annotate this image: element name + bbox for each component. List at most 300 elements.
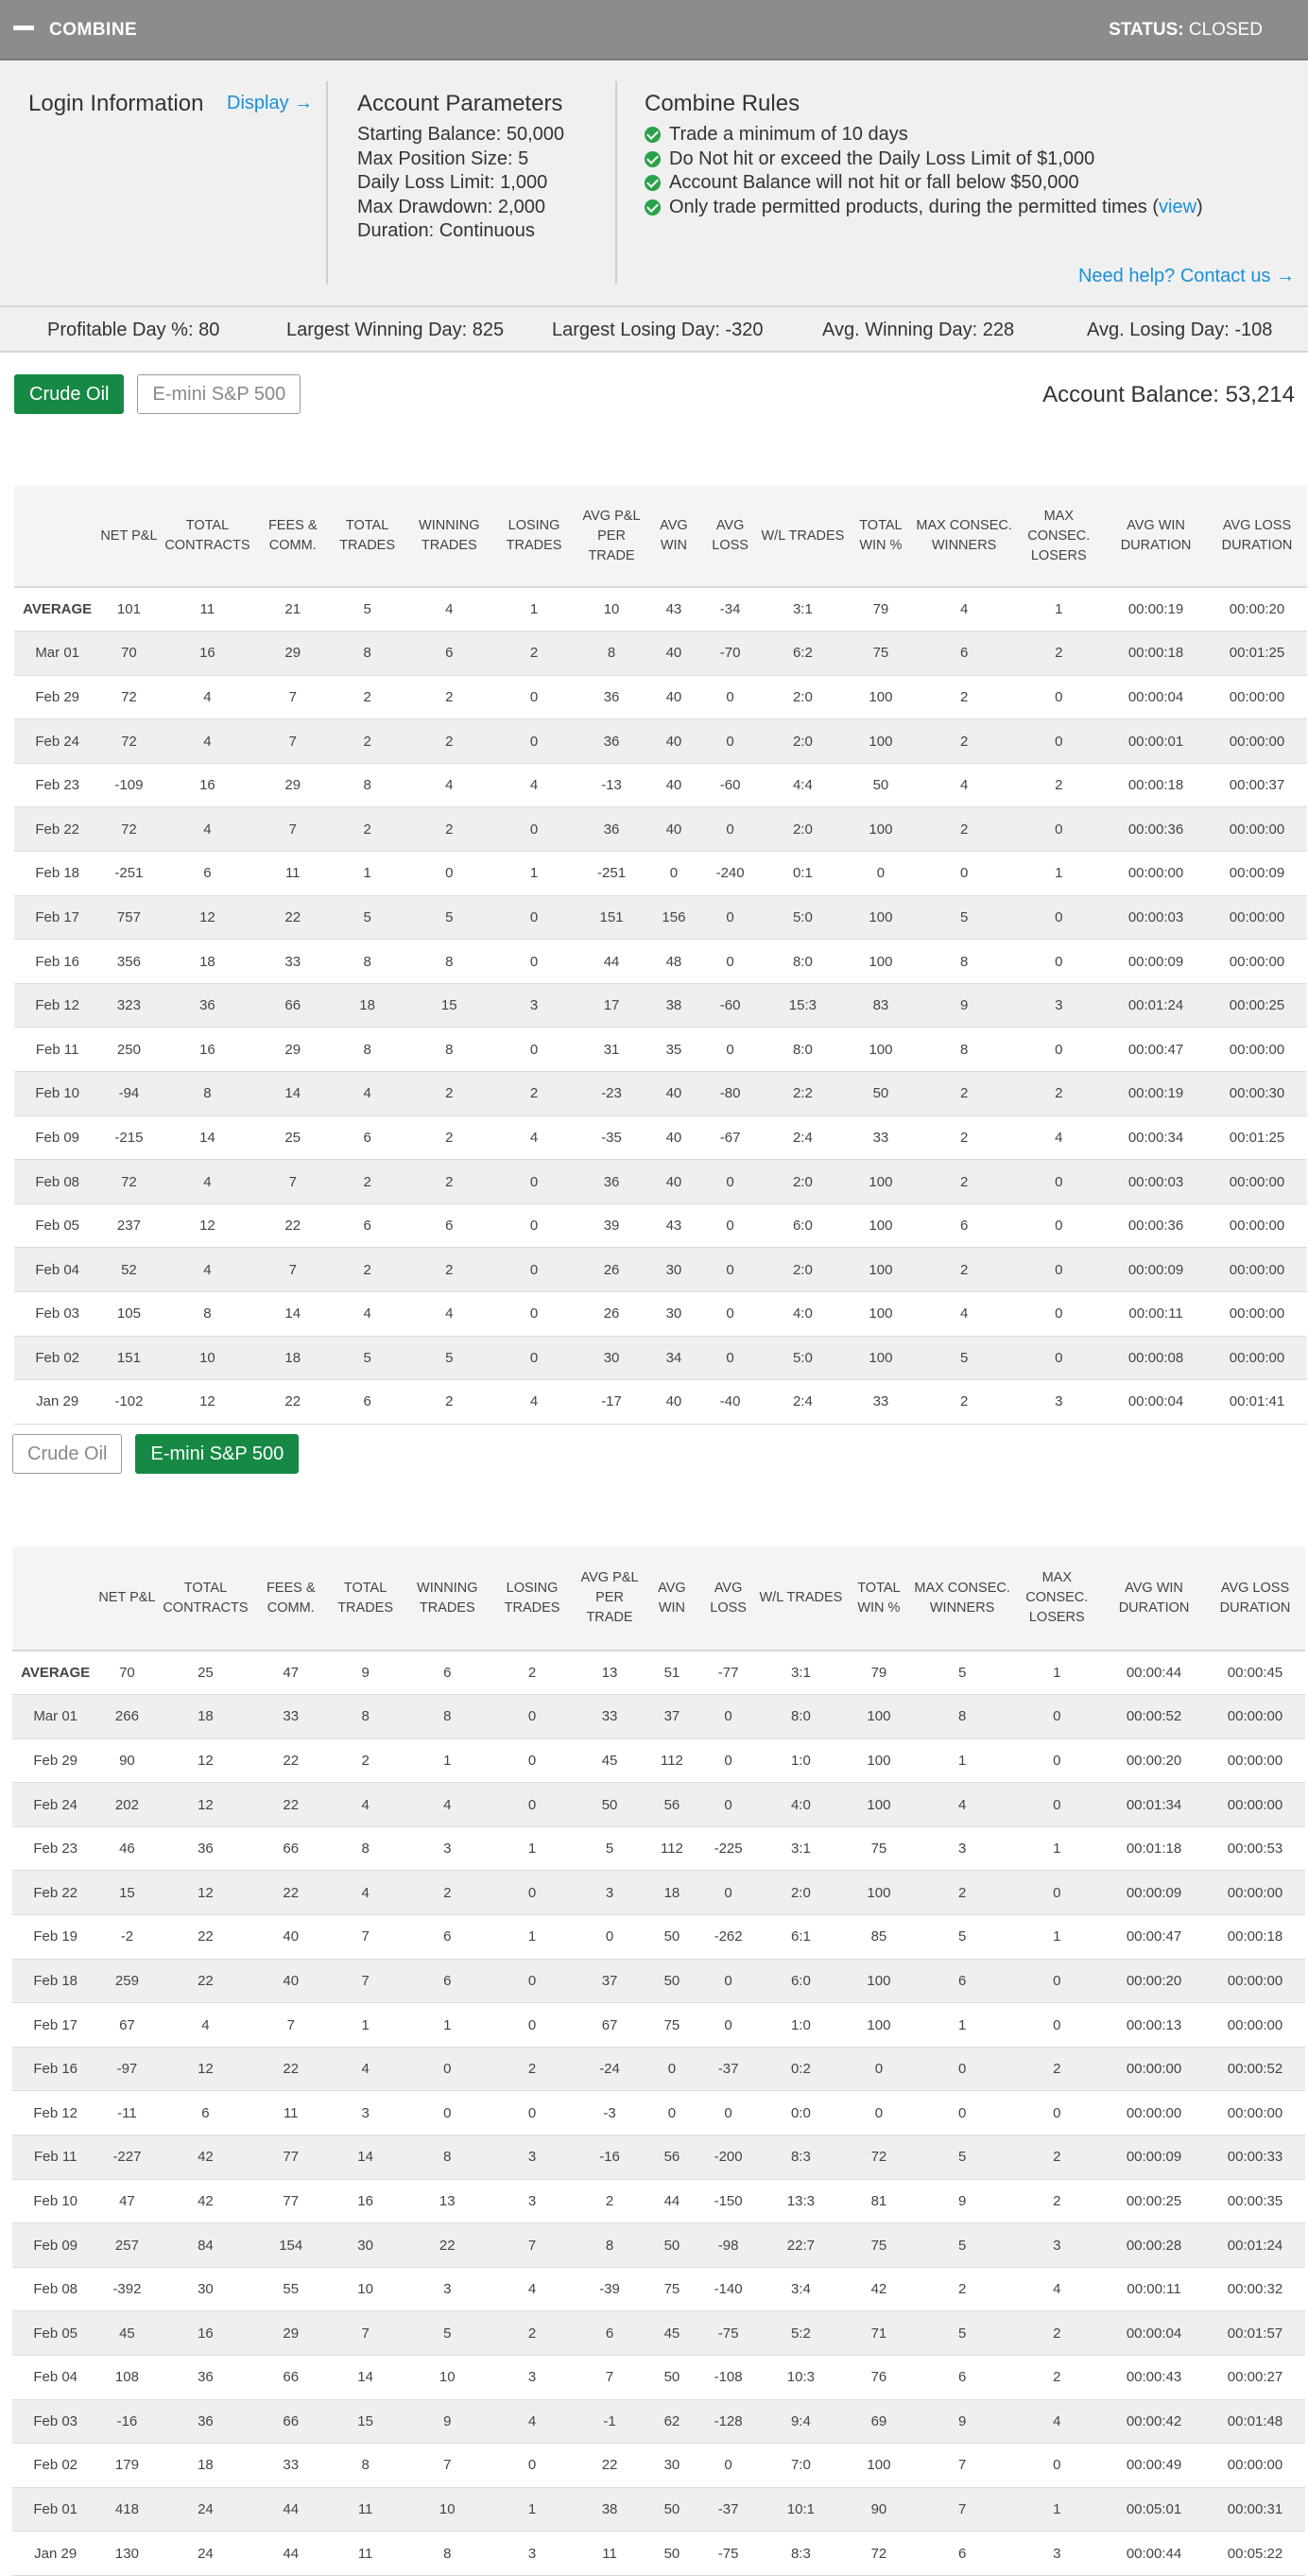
row-date: Jan 29: [12, 2532, 98, 2576]
table-cell: 8: [404, 2135, 490, 2180]
column-header: TOTAL CONTRACTS: [156, 1547, 256, 1651]
table-cell: 4: [916, 587, 1013, 631]
combine-header[interactable]: [0, 0, 1308, 61]
table-cell: 0: [490, 1738, 574, 1783]
table-cell: 0: [490, 2444, 574, 2488]
table-cell: -251: [100, 852, 157, 896]
table-cell: 6: [328, 1203, 406, 1248]
stat-avg-winning-day: Avg. Winning Day: 228: [822, 320, 1015, 340]
param-max-position: Max Position Size: 5: [357, 147, 529, 169]
stat-avg-losing-day: Avg. Losing Day: -108: [1087, 320, 1273, 340]
table-cell: 29: [255, 2311, 326, 2356]
table-cell: 00:01:48: [1205, 2399, 1305, 2444]
table-cell: 00:00:00: [1205, 2003, 1305, 2048]
table-cell: 2: [326, 1738, 404, 1783]
table-cell: 0: [914, 2091, 1011, 2135]
table-cell: 0: [491, 719, 576, 764]
table-cell: 36: [577, 675, 647, 719]
table-cell: 16: [156, 2311, 256, 2356]
table-cell: 00:00:31: [1205, 2487, 1305, 2532]
table-cell: 4: [914, 1783, 1011, 1827]
row-date: Feb 22: [14, 807, 100, 852]
table-cell: 47: [98, 2179, 155, 2223]
table-cell: 00:00:11: [1105, 1292, 1207, 1337]
table-cell: 0: [491, 1292, 576, 1337]
table-cell: 00:00:37: [1207, 763, 1307, 807]
table-cell: 33: [846, 1380, 916, 1425]
table-cell: -2: [98, 1915, 155, 1960]
table-cell: 77: [255, 2179, 326, 2223]
table-cell: 00:00:09: [1103, 2135, 1205, 2180]
table-cell: 2: [404, 1871, 490, 1915]
table-cell: 75: [645, 2003, 698, 2048]
table-cell: 0: [698, 1871, 757, 1915]
table-cell: 00:05:01: [1103, 2487, 1205, 2532]
table-row: [12, 2532, 1305, 2576]
table-cell: 1: [914, 2003, 1011, 2048]
table-cell: 34: [646, 1336, 700, 1380]
table-cell: 48: [646, 940, 700, 984]
table-cell: 00:00:00: [1207, 1203, 1307, 1248]
table-row: [14, 1115, 1307, 1160]
param-duration: Duration: Continuous: [357, 220, 535, 241]
table-cell: 00:00:04: [1105, 675, 1207, 719]
table-cell: 1: [1011, 1826, 1104, 1871]
table-cell: 00:01:34: [1103, 1783, 1205, 1827]
table-cell: 00:00:20: [1207, 587, 1307, 631]
table-cell: -3: [575, 2091, 645, 2135]
table-cell: -37: [698, 2047, 757, 2091]
table-cell: 00:00:52: [1205, 2047, 1305, 2091]
table-cell: 2:0: [760, 719, 846, 764]
table-row: [12, 2047, 1305, 2091]
table-cell: 00:00:00: [1105, 852, 1207, 896]
table-cell: 11: [326, 2532, 404, 2576]
table-cell: 50: [645, 2223, 698, 2268]
table-cell: 00:00:00: [1103, 2047, 1205, 2091]
table-cell: 12: [156, 1738, 256, 1783]
table-cell: 100: [844, 1871, 914, 1915]
table-cell: 66: [255, 2356, 326, 2400]
table-cell: 40: [255, 1915, 326, 1960]
table-cell: 5: [914, 2135, 1011, 2180]
table-cell: 10:1: [758, 2487, 844, 2532]
table-row: [12, 1826, 1305, 1871]
table-cell: 24: [156, 2532, 256, 2576]
table-cell: 72: [100, 807, 157, 852]
table-cell: 11: [257, 852, 328, 896]
table-cell: 69: [844, 2399, 914, 2444]
table-cell: 2: [1013, 1072, 1106, 1116]
table-cell: 8: [328, 631, 406, 676]
table-cell: 8: [916, 1028, 1013, 1072]
table-cell: 75: [844, 1826, 914, 1871]
table-cell: -70: [700, 631, 759, 676]
row-date: Feb 04: [12, 2356, 98, 2400]
column-header: FEES & COMM.: [257, 486, 328, 587]
tab-crude-oil[interactable]: Crude Oil: [14, 374, 124, 414]
param-starting-balance: Starting Balance: 50,000: [357, 124, 565, 145]
table-cell: 8: [328, 1028, 406, 1072]
table-cell: 100: [846, 719, 916, 764]
table-cell: 00:00:20: [1103, 1959, 1205, 2003]
table-cell: 50: [846, 1072, 916, 1116]
table-cell: 0: [491, 895, 576, 940]
row-date: Feb 29: [14, 675, 100, 719]
table-cell: 22: [156, 1915, 256, 1960]
table-cell: 7:0: [758, 2444, 844, 2488]
table-cell: 6: [406, 631, 491, 676]
table-cell: 18: [257, 1336, 328, 1380]
table-cell: 6:0: [758, 1959, 844, 2003]
table-cell: 0: [575, 1915, 645, 1960]
table-cell: 36: [156, 2399, 256, 2444]
table-cell: 00:00:36: [1105, 807, 1207, 852]
check-circle-icon: [645, 127, 661, 143]
table-cell: -77: [698, 1651, 757, 1695]
table-cell: 15: [406, 983, 491, 1028]
table-cell: -150: [698, 2179, 757, 2223]
product-tabs: [14, 374, 301, 414]
table-cell: 0: [1013, 807, 1106, 852]
table-cell: 70: [100, 631, 157, 676]
table-cell: 4: [406, 763, 491, 807]
table-cell: 13:3: [758, 2179, 844, 2223]
row-date: Feb 10: [14, 1072, 100, 1116]
table-cell: 0: [1013, 940, 1106, 984]
table-cell: 8: [404, 1695, 490, 1739]
table-cell: -80: [700, 1072, 759, 1116]
row-date: AVERAGE: [14, 587, 100, 631]
table-cell: 0: [1011, 2003, 1104, 2048]
table-cell: 0: [844, 2047, 914, 2091]
table-cell: 0: [404, 2047, 490, 2091]
table-cell: 4: [158, 807, 258, 852]
table-cell: 00:00:00: [1207, 895, 1307, 940]
row-date: Feb 05: [14, 1203, 100, 1248]
table-row: [14, 1292, 1307, 1337]
table-cell: 0: [1013, 1160, 1106, 1204]
table-cell: 2: [328, 719, 406, 764]
table-cell: 7: [326, 1915, 404, 1960]
table-cell: 0: [1011, 2091, 1104, 2135]
table-cell: 100: [846, 675, 916, 719]
table-cell: 0: [406, 852, 491, 896]
tab-crude-oil[interactable]: Crude Oil: [12, 1434, 122, 1474]
table-cell: 44: [577, 940, 647, 984]
table-cell: 16: [326, 2179, 404, 2223]
tab-emini-sp500[interactable]: E-mini S&P 500: [137, 374, 301, 414]
table-cell: 10: [404, 2356, 490, 2400]
table-cell: 0: [698, 1959, 757, 2003]
table-cell: 00:00:18: [1105, 631, 1207, 676]
table-cell: 00:00:00: [1207, 1292, 1307, 1337]
table-cell: 44: [645, 2179, 698, 2223]
table-cell: 100: [844, 1695, 914, 1739]
table-cell: 00:00:20: [1103, 1738, 1205, 1783]
table-cell: 22: [255, 1783, 326, 1827]
column-header: AVG WIN: [645, 1547, 698, 1651]
column-header: MAX CONSEC. WINNERS: [916, 486, 1013, 587]
combine-rules: [645, 91, 1203, 219]
table-cell: 1:0: [758, 1738, 844, 1783]
table-cell: 7: [255, 2003, 326, 2048]
table-row: [12, 1783, 1305, 1827]
table-cell: 79: [844, 1651, 914, 1695]
status-indicator: [1109, 20, 1263, 41]
table-cell: 0: [490, 2091, 574, 2135]
table-cell: 45: [645, 2311, 698, 2356]
table-cell: 36: [577, 719, 647, 764]
table-cell: 30: [156, 2267, 256, 2311]
table-cell: 7: [257, 807, 328, 852]
table-cell: 40: [646, 1072, 700, 1116]
table-cell: -67: [700, 1115, 759, 1160]
table-cell: 100: [844, 1738, 914, 1783]
table-cell: 00:00:11: [1103, 2267, 1205, 2311]
table-cell: 29: [257, 631, 328, 676]
table-cell: 00:00:33: [1205, 2135, 1305, 2180]
table-cell: 2: [1011, 2179, 1104, 2223]
table-cell: 2: [328, 675, 406, 719]
product-tabs: [12, 1434, 299, 1474]
table-cell: 7: [404, 2444, 490, 2488]
column-header: TOTAL TRADES: [326, 1547, 404, 1651]
table-cell: 6:1: [758, 1915, 844, 1960]
table-cell: 30: [645, 2444, 698, 2488]
table-cell: 13: [404, 2179, 490, 2223]
table-cell: 100: [846, 940, 916, 984]
table-cell: 8:3: [758, 2135, 844, 2180]
table-cell: 66: [255, 1826, 326, 1871]
table-cell: 00:00:04: [1105, 1380, 1207, 1425]
table-cell: 26: [577, 1292, 647, 1337]
table-cell: 40: [646, 1380, 700, 1425]
table-row: [12, 1871, 1305, 1915]
table-cell: 0: [491, 1028, 576, 1072]
row-date: Feb 02: [12, 2444, 98, 2488]
table-cell: 0: [1011, 1959, 1104, 2003]
table-row: [12, 2091, 1305, 2135]
table-cell: 00:00:44: [1103, 1651, 1205, 1695]
table-cell: 0: [1013, 719, 1106, 764]
table-cell: 36: [158, 983, 258, 1028]
column-header: LOSING TRADES: [490, 1547, 574, 1651]
table-cell: 10: [158, 1336, 258, 1380]
table-cell: 0: [491, 1160, 576, 1204]
table-cell: 6: [404, 1915, 490, 1960]
table-cell: 8: [326, 2444, 404, 2488]
table-cell: 6: [328, 1115, 406, 1160]
row-date: Feb 04: [14, 1248, 100, 1292]
account-info-panel: [0, 61, 1308, 305]
table-cell: -17: [577, 1380, 647, 1425]
table-cell: 3: [1013, 983, 1106, 1028]
table-cell: 13: [575, 1651, 645, 1695]
table-row: [12, 2223, 1305, 2268]
table-cell: -392: [98, 2267, 155, 2311]
table-cell: 3: [490, 2532, 574, 2576]
table-cell: 6: [404, 1651, 490, 1695]
table-cell: -1: [575, 2399, 645, 2444]
table-cell: 50: [645, 2532, 698, 2576]
table-cell: 36: [577, 1160, 647, 1204]
table-cell: 9: [914, 2179, 1011, 2223]
table-cell: 00:01:24: [1205, 2223, 1305, 2268]
table-cell: 25: [156, 1651, 256, 1695]
table-cell: 10: [326, 2267, 404, 2311]
row-date: Feb 17: [12, 2003, 98, 2048]
table-cell: 5: [914, 1915, 1011, 1960]
table-cell: 00:00:00: [1103, 2091, 1205, 2135]
row-date: Feb 05: [12, 2311, 98, 2356]
table-cell: 00:00:00: [1207, 807, 1307, 852]
table-row: [12, 2267, 1305, 2311]
table-cell: 77: [255, 2135, 326, 2180]
row-date: Feb 18: [14, 852, 100, 896]
table-cell: 30: [577, 1336, 647, 1380]
table-cell: 0: [1011, 1738, 1104, 1783]
column-header: AVG P&L PER TRADE: [575, 1547, 645, 1651]
table-cell: 2: [490, 2311, 574, 2356]
table-cell: 2:0: [760, 1248, 846, 1292]
table-cell: 44: [255, 2532, 326, 2576]
table-cell: 43: [646, 1203, 700, 1248]
table-cell: 47: [255, 1651, 326, 1695]
table-cell: 33: [257, 940, 328, 984]
table-cell: 7: [575, 2356, 645, 2400]
account-params-title: Account Parameters: [357, 91, 563, 116]
table-cell: 2: [1011, 2311, 1104, 2356]
row-date: Feb 11: [14, 1028, 100, 1072]
table-cell: 7: [257, 1160, 328, 1204]
table-cell: 2: [406, 1248, 491, 1292]
table-cell: 42: [156, 2135, 256, 2180]
table-cell: 90: [844, 2487, 914, 2532]
display-login-link[interactable]: Display →: [227, 93, 314, 113]
table-cell: 45: [98, 2311, 155, 2356]
table-cell: 26: [577, 1248, 647, 1292]
table-cell: 0: [1013, 1203, 1106, 1248]
table-cell: 7: [326, 1959, 404, 2003]
row-date: Feb 29: [12, 1738, 98, 1783]
table-cell: 1: [1013, 587, 1106, 631]
table-cell: 0: [490, 1695, 574, 1739]
table-cell: 2: [1011, 2356, 1104, 2400]
table-cell: 3: [914, 1826, 1011, 1871]
table-cell: 00:05:22: [1205, 2532, 1305, 2576]
table-cell: 100: [844, 1959, 914, 2003]
row-date: Mar 01: [14, 631, 100, 676]
contact-help-link[interactable]: Need help? Contact us →: [1077, 266, 1295, 286]
table-cell: 38: [646, 983, 700, 1028]
stat-largest-losing-day: Largest Losing Day: -320: [552, 320, 764, 340]
table-cell: 31: [577, 1028, 647, 1072]
table-cell: 0: [698, 1783, 757, 1827]
table-cell: 5: [328, 895, 406, 940]
table-cell: 179: [98, 2444, 155, 2488]
table-cell: 00:01:18: [1103, 1826, 1205, 1871]
table-cell: 4: [406, 1292, 491, 1337]
table-cell: 202: [98, 1783, 155, 1827]
table-cell: 00:00:32: [1205, 2267, 1305, 2311]
table-cell: 0: [700, 719, 759, 764]
table-cell: 757: [100, 895, 157, 940]
collapse-icon[interactable]: [13, 26, 34, 30]
table-row: [12, 2003, 1305, 2048]
table-cell: 4: [326, 1871, 404, 1915]
column-header: W/L TRADES: [758, 1547, 844, 1651]
table-cell: 2: [328, 807, 406, 852]
table-cell: -108: [698, 2356, 757, 2400]
table-cell: 108: [98, 2356, 155, 2400]
table-cell: 2:4: [760, 1115, 846, 1160]
table-cell: 0: [916, 852, 1013, 896]
table-cell: 5: [328, 587, 406, 631]
row-date: Feb 02: [14, 1336, 100, 1380]
table-cell: 8: [158, 1292, 258, 1337]
stat-largest-winning-day: Largest Winning Day: 825: [286, 320, 505, 340]
table-cell: 50: [645, 1959, 698, 2003]
table-cell: 14: [326, 2135, 404, 2180]
table-cell: 5: [914, 1651, 1011, 1695]
table-cell: 2:0: [758, 1871, 844, 1915]
table-cell: 0:1: [760, 852, 846, 896]
table-cell: 4: [158, 675, 258, 719]
table-cell: 6:0: [760, 1203, 846, 1248]
average-row: [12, 1651, 1305, 1695]
table-cell: 42: [844, 2267, 914, 2311]
table-cell: 00:00:00: [1207, 1336, 1307, 1380]
table-cell: 8: [326, 1695, 404, 1739]
table-cell: 1: [491, 587, 576, 631]
view-permitted-link[interactable]: view: [1159, 196, 1197, 217]
table-cell: 00:00:47: [1103, 1915, 1205, 1960]
table-cell: 00:00:36: [1105, 1203, 1207, 1248]
table-cell: 4:0: [760, 1292, 846, 1337]
table-cell: 3: [326, 2091, 404, 2135]
table-row: [12, 2135, 1305, 2180]
row-date: Jan 29: [14, 1380, 100, 1425]
table-cell: 83: [846, 983, 916, 1028]
column-header: TOTAL TRADES: [328, 486, 406, 587]
table-cell: 12: [158, 1203, 258, 1248]
table-cell: 35: [646, 1028, 700, 1072]
table-cell: 40: [255, 1959, 326, 2003]
table-cell: 2: [406, 1160, 491, 1204]
table-cell: 22: [255, 1871, 326, 1915]
table-cell: 2: [406, 675, 491, 719]
table-cell: 0: [700, 1203, 759, 1248]
table-cell: 5:2: [758, 2311, 844, 2356]
table-row: [12, 2356, 1305, 2400]
table-cell: -35: [577, 1115, 647, 1160]
table-cell: 40: [646, 631, 700, 676]
table-cell: 2: [406, 1115, 491, 1160]
table-cell: 0:0: [758, 2091, 844, 2135]
table-cell: 00:00:09: [1103, 1871, 1205, 1915]
table-cell: -23: [577, 1072, 647, 1116]
table-cell: 15: [326, 2399, 404, 2444]
table-cell: 00:00:25: [1207, 983, 1307, 1028]
table-cell: 156: [646, 895, 700, 940]
table-cell: 257: [98, 2223, 155, 2268]
section-title: COMBINE: [49, 20, 138, 40]
row-date: Mar 01: [12, 1695, 98, 1739]
tab-emini-sp500[interactable]: E-mini S&P 500: [135, 1434, 299, 1474]
table-cell: 11: [255, 2091, 326, 2135]
table-cell: 62: [645, 2399, 698, 2444]
